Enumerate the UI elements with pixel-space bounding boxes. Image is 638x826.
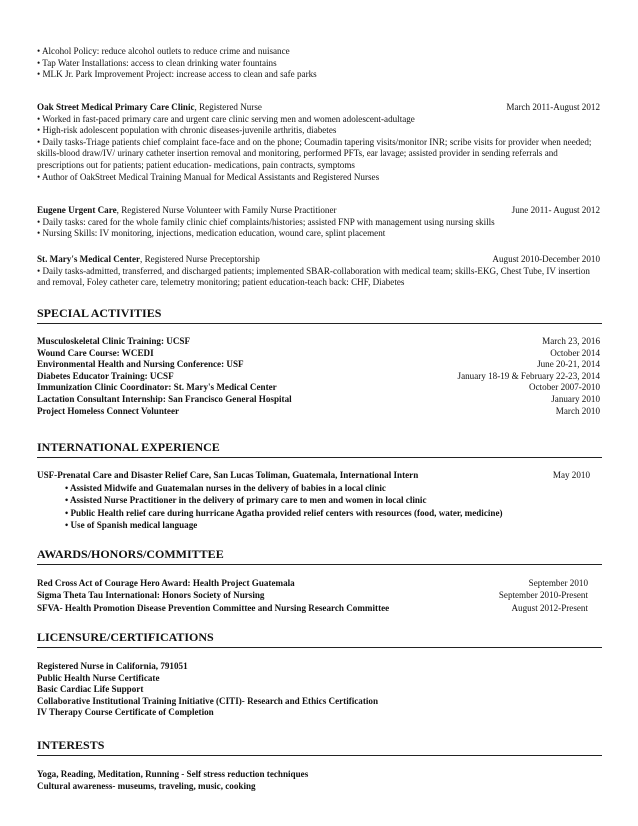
list-item: Collaborative Institutional Training Initiative (CITI)- Research and Ethics Certification <box>37 695 379 706</box>
table-row <box>37 348 602 360</box>
activity-name: Wound Care Course: WCEDI <box>37 347 154 358</box>
section-heading-special-activities: SPECIAL ACTIVITIES <box>37 306 602 324</box>
list-item: • Assisted Nurse Practitioner in the delivery of primary care to men and women in local clinic <box>65 495 427 506</box>
award-name: SFVA- Health Promotion Disease Prevention Committee and Nursing Research Committee <box>37 602 390 613</box>
activity-date: January 18-19 & February 22-23, 2014 <box>457 370 600 381</box>
award-date: September 2010-Present <box>498 590 588 601</box>
list-item: • High-risk adolescent population with chronic diseases-juvenile arthritis, diabetes <box>37 125 337 136</box>
job-role: , Registered Nurse <box>194 102 262 112</box>
table-row <box>37 589 602 601</box>
activity-name: Musculoskeletal Clinic Training: UCSF <box>37 336 191 346</box>
award-name: Red Cross Act of Courage Hero Award: Health Project Guatemala <box>37 578 295 588</box>
job-date: March 2011-August 2012 <box>506 102 600 112</box>
job-st-marys <box>37 254 602 289</box>
awards-list <box>37 577 602 614</box>
activity-date: March 2010 <box>555 405 600 416</box>
table-row <box>37 382 602 394</box>
table-row <box>37 406 602 418</box>
table-row <box>37 336 602 348</box>
list-item: • Worked in fast-paced primary care and urgent care clinic serving men and women adolescent-adultage <box>37 113 415 124</box>
list-item: Yoga, Reading, Meditation, Running - Self stress reduction techniques <box>37 769 309 779</box>
activity-date: October 2007-2010 <box>529 382 600 393</box>
award-date: September 2010 <box>528 578 588 588</box>
job-oak-street <box>37 102 602 183</box>
activity-name: Immunization Clinic Coordinator: St. Mary's Medical Center <box>37 382 277 393</box>
special-activities-list <box>37 336 602 417</box>
job-date: August 2010-December 2010 <box>492 254 600 264</box>
list-item: • Author of OakStreet Medical Training Manual for Medical Assistants and Registered Nurses <box>37 171 380 182</box>
section-heading-international: INTERNATIONAL EXPERIENCE <box>37 440 602 458</box>
job-eugene <box>37 205 602 240</box>
international-date: May 2010 <box>552 470 590 480</box>
award-date: August 2012-Present <box>511 602 588 613</box>
list-item: • Daily tasks-Triage patients chief complaint face-face and on the phone; Coumadin tapering visits/monitor INR; scribe visits for provider when needed; skills-blood draw/IV/ urinary catheter insertion removal and monitoring, performed PFTs, ear lavage; assisted provider in sending referrals and prescriptions out for patients; patient education- medications, pain contracts, symptoms <box>37 136 592 170</box>
section-heading-awards: AWARDS/HONORS/COMMITTEE <box>37 547 602 565</box>
list-item: • Nursing Skills: IV monitoring, injections, medication education, wound care, splint placement <box>37 228 386 239</box>
activity-date: January 2010 <box>551 393 600 404</box>
list-item: • Tap Water Installations: access to clean drinking water fountains <box>37 57 277 68</box>
activity-name: Diabetes Educator Training: UCSF <box>37 370 174 381</box>
list-item: • Assisted Midwife and Guatemalan nurses in the delivery of babies in a local clinic <box>65 482 386 493</box>
table-row <box>37 394 602 406</box>
list-item: • MLK Jr. Park Improvement Project: increase access to clean and safe parks <box>37 69 317 80</box>
licensure-list <box>37 661 602 719</box>
top-bullet-list <box>37 46 602 81</box>
job-date: June 2011- August 2012 <box>511 205 600 215</box>
table-row <box>37 577 602 589</box>
job-header <box>37 205 602 217</box>
list-item: • Alcohol Policy: reduce alcohol outlets to reduce crime and nuisance <box>37 46 290 56</box>
job-role: , Registered Nurse Preceptorship <box>140 254 260 264</box>
activity-date: June 20-21, 2014 <box>537 359 600 370</box>
table-row <box>37 602 602 614</box>
list-item: • Use of Spanish medical language <box>65 520 198 531</box>
table-row <box>37 359 602 371</box>
job-title: St. Mary's Medical Center <box>37 254 141 264</box>
list-item: Registered Nurse in California, 791051 <box>37 661 188 671</box>
activity-name: Project Homeless Connect Volunteer <box>37 405 180 416</box>
job-header <box>37 254 602 266</box>
section-heading-licensure: LICENSURE/CERTIFICATIONS <box>37 630 602 648</box>
activity-name: Lactation Consultant Internship: San Francisco General Hospital <box>37 393 292 404</box>
job-role: , Registered Nurse Volunteer with Family Nurse Practitioner <box>116 205 337 215</box>
job-title: Eugene Urgent Care <box>37 205 117 215</box>
activity-date: March 23, 2016 <box>542 336 600 346</box>
list-item: IV Therapy Course Certificate of Completion <box>37 707 214 718</box>
job-title: Oak Street Medical Primary Care Clinic <box>37 102 195 112</box>
list-item: • Public Health relief care during hurricane Agatha provided relief centers with resources (food, water, medicine) <box>65 507 503 518</box>
activity-name: Environmental Health and Nursing Conference: USF <box>37 359 244 370</box>
international-title: USF-Prenatal Care and Disaster Relief Care, San Lucas Toliman, Guatemala, International Intern <box>37 470 419 480</box>
table-row <box>37 371 602 383</box>
job-header <box>37 102 602 114</box>
section-heading-interests: INTERESTS <box>37 738 602 756</box>
list-item: • Daily tasks-admitted, transferred, and discharged patients; implemented SBAR-collaboration with medical team; skills-EKG, Chest Tube, IV insertion and removal, Foley catheter care, telemetry monitoring; patient education-teach back: CHF, Diabetes <box>37 265 590 288</box>
activity-date: October 2014 <box>550 347 600 358</box>
list-item: • Daily tasks: cared for the whole family clinic chief complaints/histories; assisted FNP with management using nursing skills <box>37 216 495 227</box>
international-header <box>37 470 602 482</box>
award-name: Sigma Theta Tau International: Honors Society of Nursing <box>37 590 265 601</box>
list-item: Public Health Nurse Certificate <box>37 672 160 683</box>
interests-list <box>37 769 602 792</box>
list-item: Cultural awareness- museums, traveling, music, cooking <box>37 780 256 791</box>
international-experience <box>37 470 602 532</box>
list-item: Basic Cardiac Life Support <box>37 684 144 695</box>
